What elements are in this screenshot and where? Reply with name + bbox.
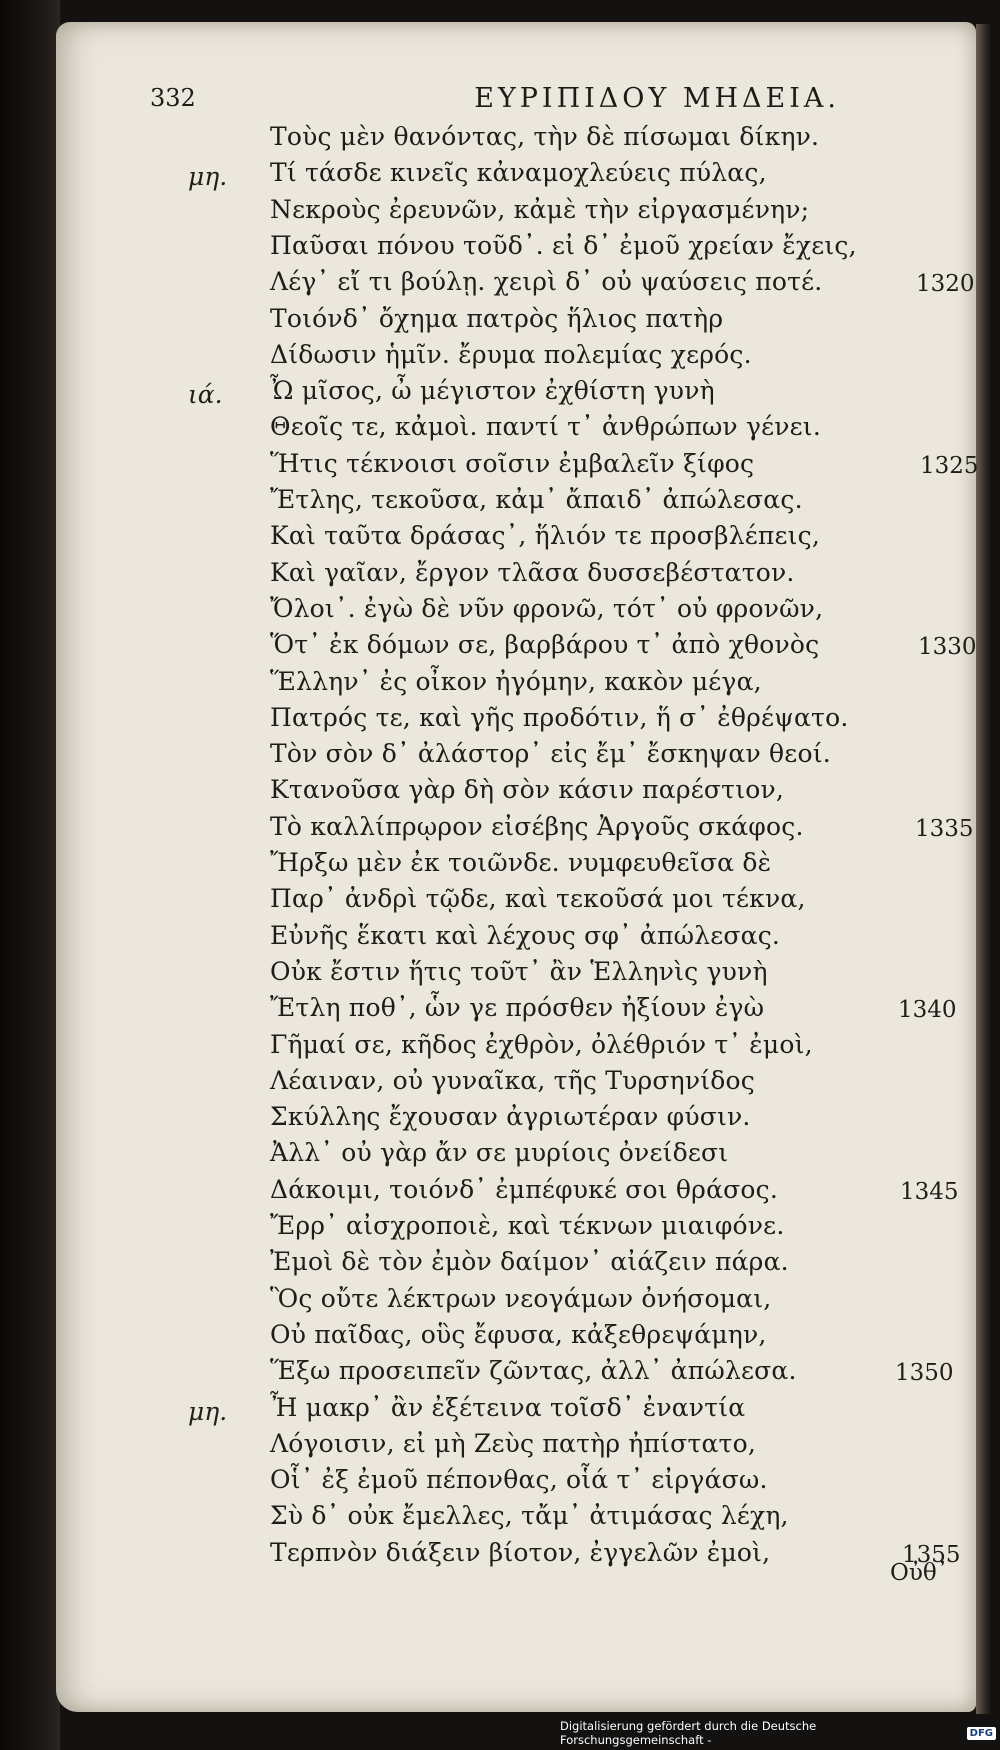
- verse-text: Ὅτ᾽ ἐκ δόμων σε, βαρβάρου τ᾽ ἀπὸ χθονὸς: [270, 630, 820, 660]
- verse-line: [0, 848, 1000, 884]
- verse-line: [0, 1393, 1000, 1429]
- verse-text: Παρ᾽ ἀνδρὶ τῷδε, καὶ τεκοῦσά μοι τέκνα,: [270, 884, 806, 914]
- verse-text: Οὐ παῖδας, οὓς ἔφυσα, κἀξεθρεψάμην,: [270, 1319, 767, 1349]
- verse-line: [0, 1465, 1000, 1501]
- verse-line: [0, 1138, 1000, 1174]
- verse-text: Ὄλοι᾽. ἐγὼ δὲ νῦν φρονῶ, τότ᾽ οὐ φρονῶν,: [270, 593, 824, 623]
- verse-text: Νεκροὺς ἐρευνῶν, κἀμὲ τὴν εἰργασμένην;: [270, 194, 810, 224]
- verse-text: Θεοῖς τε, κἀμοὶ. παντί τ᾽ ἀνθρώπων γένει.: [270, 412, 821, 442]
- line-number: 1345: [900, 1178, 959, 1205]
- verse-text: Ὃς οὔτε λέκτρων νεογάμων ὀνήσομαι,: [270, 1283, 772, 1313]
- verse-text: Τί τάσδε κινεῖς κἀναμοχλεύεις πύλας,: [270, 158, 767, 188]
- verse-text: Οὐκ ἔστιν ἥτις τοῦτ᾽ ἂν Ἑλληνὶς γυνὴ: [270, 956, 768, 986]
- verse-text: Δάκοιμι, τοιόνδ᾽ ἐμπέφυκέ σοι θράσος.: [270, 1174, 779, 1204]
- catchword: Οὐθ᾽: [890, 1560, 949, 1586]
- verse-text: Σκύλλης ἔχουσαν ἀγριωτέραν φύσιν.: [270, 1102, 751, 1132]
- verse-line: [0, 558, 1000, 594]
- verse-text: Ἕξω προσειπεῖν ζῶντας, ἀλλ᾽ ἀπώλεσα.: [270, 1356, 797, 1386]
- speaker-label: μη.: [188, 162, 228, 192]
- verse-text: Δίδωσιν ἡμῖν. ἔρυμα πολεμίας χερός.: [270, 339, 752, 369]
- verse-text: Ἔτλης, τεκοῦσα, κἀμ᾽ ἄπαιδ᾽ ἀπώλεσας.: [270, 485, 803, 514]
- verse-text: Λόγοισιν, εἰ μὴ Ζεὺς πατὴρ ἠπίστατο,: [270, 1428, 756, 1458]
- verse-line: [0, 1501, 1000, 1537]
- verse-line: [0, 630, 1000, 666]
- line-number: 1320: [916, 271, 975, 298]
- speaker-label: ιά.: [188, 380, 223, 410]
- speaker-label: μη.: [188, 1396, 228, 1426]
- verse-text: Τοιόνδ᾽ ὄχημα πατρὸς ἥλιος πατὴρ: [270, 303, 724, 333]
- verse-text: Ἐμοὶ δὲ τὸν ἐμὸν δαίμον᾽ αἰάζειν πάρα.: [270, 1247, 789, 1277]
- verse-text: Καὶ γαῖαν, ἔργον τλᾶσα δυσσεβέστατον.: [270, 557, 795, 587]
- verse-text: Ἔρρ᾽ αἰσχροποιὲ, καὶ τέκνων μιαιφόνε.: [270, 1211, 785, 1240]
- page-number: 332: [150, 84, 196, 112]
- verse-line: [0, 1102, 1000, 1138]
- verse-text: Ἦ μακρ᾽ ἂν ἐξέτεινα τοῖσδ᾽ ἐναντία: [270, 1392, 746, 1422]
- verse-text: Ἀλλ᾽ οὐ γὰρ ἄν σε μυρίοις ὀνείδεσι: [270, 1138, 729, 1168]
- verse-line: [0, 485, 1000, 521]
- line-number: 1355: [902, 1541, 961, 1568]
- line-number: 1330: [918, 634, 977, 661]
- verse-line: [0, 195, 1000, 231]
- verse-line: [0, 304, 1000, 340]
- verse-line: [0, 521, 1000, 557]
- verse-text: Εὐνῆς ἕκατι καὶ λέχους σφ᾽ ἀπώλεσας.: [270, 920, 781, 950]
- verse-line: [0, 775, 1000, 811]
- verse-line: [0, 412, 1000, 448]
- funding-credit: Digitalisierung gefördert durch die Deutsche Forschungsgemeinschaft -: [560, 1719, 817, 1747]
- verse-text: Ἕλλην᾽ ἐς οἶκον ἠγόμην, κακὸν μέγα,: [270, 666, 762, 696]
- verse-line: [0, 1320, 1000, 1356]
- verse-text: Οἷ᾽ ἐξ ἐμοῦ πέπονθας, οἷά τ᾽ εἰργάσω.: [270, 1465, 768, 1495]
- line-number: 1325: [920, 452, 979, 479]
- line-number: 1350: [895, 1360, 954, 1387]
- verse-text: Σὺ δ᾽ οὐκ ἔμελλες, τἄμ᾽ ἀτιμάσας λέχη,: [270, 1501, 789, 1531]
- verse-line: [0, 703, 1000, 739]
- verse-text: Τὸν σὸν δ᾽ ἀλάστορ᾽ εἰς ἔμ᾽ ἔσκηψαν θεοί.: [270, 739, 831, 769]
- verse-line: [0, 921, 1000, 957]
- verse-line: [0, 739, 1000, 775]
- verse-text: Τὸ καλλίπρῳρον εἰσέβης Ἀργοῦς σκάφος.: [270, 811, 804, 841]
- verse-text: Κτανοῦσα γὰρ δὴ σὸν κάσιν παρέστιον,: [270, 775, 785, 805]
- running-head: [150, 78, 840, 118]
- verse-text: Λέαιναν, οὐ γυναῖκα, τῆς Τυρσηνίδος: [270, 1065, 755, 1095]
- digitization-footer: [560, 1719, 996, 1747]
- verse-text: Ὦ μῖσος, ὦ μέγιστον ἐχθίστη γυνὴ: [270, 376, 715, 406]
- verse-text: Γῆμαί σε, κῆδος ἐχθρὸν, ὀλέθριόν τ᾽ ἐμοὶ,: [270, 1029, 813, 1059]
- verse-line: [0, 1175, 1000, 1211]
- verse-line: [0, 667, 1000, 703]
- verse-line: [0, 1066, 1000, 1102]
- verse-line: [0, 884, 1000, 920]
- verse-line: [0, 267, 1000, 303]
- verse-text: Καὶ ταῦτα δράσας᾽, ἥλιόν τε προσβλέπεις,: [270, 521, 821, 551]
- verse-text: Ἥτις τέκνοισι σοῖσιν ἐμβαλεῖν ξίφος: [270, 448, 755, 478]
- verse-line: [0, 812, 1000, 848]
- verse-line: [0, 1284, 1000, 1320]
- verse-line: [0, 376, 1000, 412]
- verse-text: Λέγ᾽ εἴ τι βούλῃ. χειρὶ δ᾽ οὐ ψαύσεις ποτέ.: [270, 267, 823, 297]
- running-title: ΕΥΡΙΠΙΔΟΥ ΜΗΔΕΙΑ.: [474, 82, 840, 114]
- dfg-logo: DFG: [967, 1727, 996, 1740]
- verse-text: Πατρός τε, καὶ γῆς προδότιν, ἥ σ᾽ ἐθρέψατο.: [270, 702, 849, 732]
- verse-text: Ἤρξω μὲν ἐκ τοιῶνδε. νυμφευθεῖσα δὲ: [270, 848, 772, 877]
- verse-line: [0, 993, 1000, 1029]
- verse-text: Ἔτλη ποθ᾽, ὧν γε πρόσθεν ἠξίουν ἐγὼ: [270, 993, 765, 1023]
- verse-line: [0, 957, 1000, 993]
- verse-line: [0, 594, 1000, 630]
- verse-line: [0, 449, 1000, 485]
- verse-text: Τοὺς μὲν θανόντας, τὴν δὲ πίσωμαι δίκην.: [270, 122, 820, 151]
- verse-line: [0, 1247, 1000, 1283]
- verse-line: [0, 1356, 1000, 1392]
- verse-line: [0, 122, 1000, 158]
- verse-line: [0, 1211, 1000, 1247]
- verse-line: [0, 1538, 1000, 1574]
- verse-line: [0, 231, 1000, 267]
- verse-line: [0, 340, 1000, 376]
- line-number: 1340: [898, 997, 957, 1024]
- verse-text: Παῦσαι πόνου τοῦδ᾽. εἰ δ᾽ ἐμοῦ χρείαν ἔχεις,: [270, 230, 857, 260]
- verse-text: Τερπνὸν διάξειν βίοτον, ἐγγελῶν ἐμοὶ,: [270, 1537, 771, 1567]
- verse-line: [0, 1429, 1000, 1465]
- verse-line: [0, 158, 1000, 194]
- line-number: 1335: [915, 815, 974, 842]
- verse-line: [0, 1030, 1000, 1066]
